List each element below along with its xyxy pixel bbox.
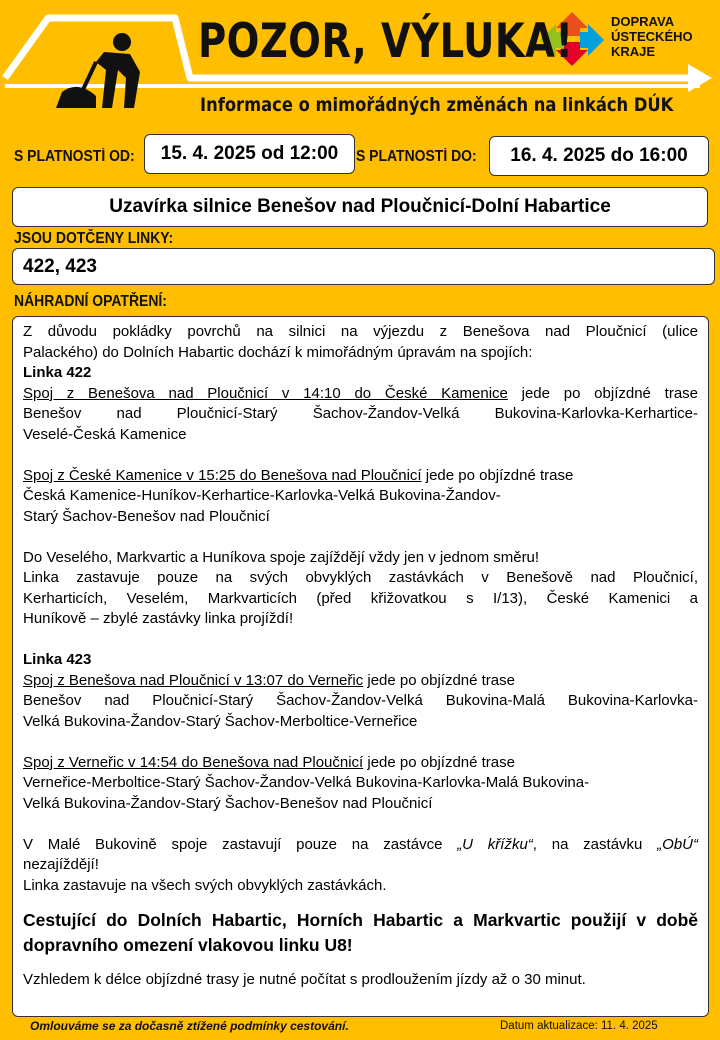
route-stops: Starý Šachov-Benešov nad Ploučnicí bbox=[23, 507, 270, 525]
line-423-heading: Linka 423 bbox=[23, 651, 92, 668]
trip-description: Spoj z Benešova nad Ploučnicí v 13:07 do Verneřic bbox=[23, 671, 364, 689]
route-stops: Česká Kamenice-Huníkov-Kerhartice-Karlovka-Velká Bukovina-Žandov- bbox=[23, 487, 501, 504]
line-422-heading: Linka 422 bbox=[23, 364, 92, 381]
header-banner bbox=[0, 0, 720, 135]
trip-description: Spoj z Verneřic v 14:54 do Benešova nad Ploučnicí bbox=[23, 753, 364, 771]
note-line: Linka zastavuje pouze na svých obvyklých zastávkách v Benešově nad Ploučnicí, bbox=[23, 569, 698, 586]
note-line: Huníkově – zbylé zastávky linka projíždí! bbox=[23, 610, 294, 627]
intro-line: Palackého) do Dolních Habartic dochází k mimořádným úpravám na spojích: bbox=[23, 343, 533, 361]
route-sentence: Spoj z Verneřic v 14:54 do Benešova nad Ploučnicí jede po objízdné trase bbox=[23, 753, 515, 771]
notice-title: Uzavírka silnice Benešov nad Ploučnicí-Dolní Habartice bbox=[12, 187, 708, 227]
footer-apology: Omlouváme se za dočasně ztížené podmínky cestování. bbox=[30, 1019, 349, 1033]
note-line: Linka zastavuje na všech svých obvyklých zastávkách. bbox=[23, 876, 387, 894]
train-notice: Cestující do Dolních Habartic, Horních Habartic a Markvartic použijí v době bbox=[23, 910, 698, 930]
replacement-label: NÁHRADNÍ OPATŘENÍ: bbox=[14, 293, 167, 310]
replacement-content bbox=[12, 316, 709, 1017]
page-title: POZOR, VÝLUKA! bbox=[198, 14, 574, 69]
affected-lines-label: JSOU DOTČENY LINKY: bbox=[14, 230, 174, 247]
footer-updated-date: Datum aktualizace: 11. 4. 2025 bbox=[500, 1020, 658, 1032]
route-stops: Benešov nad Ploučnicí-Starý Šachov-Žandov-Velká Bukovina-Malá Bukovina-Karlovka- bbox=[23, 692, 698, 709]
stop-name: „U křížku“ bbox=[457, 835, 533, 853]
train-notice: dopravního omezení vlakovou linku U8! bbox=[23, 935, 353, 955]
route-sentence: Spoj z České Kamenice v 15:25 do Benešova nad Ploučnicí jede po objízdné trase bbox=[23, 466, 574, 484]
logo-text bbox=[611, 14, 693, 59]
stop-name: „ObÚ“ bbox=[657, 835, 698, 853]
trip-description: Spoj z Benešova nad Ploučnicí v 14:10 do České Kamenice bbox=[23, 384, 508, 402]
valid-to-value: 16. 4. 2025 do 16:00 bbox=[489, 136, 709, 176]
note-line: Kerharticích, Veselém, Markvarticích (před křižovatkou s I/13), České Kamenici a bbox=[23, 589, 698, 607]
valid-to-label: S PLATNOSTÍ DO: bbox=[356, 148, 477, 165]
valid-from-label: S PLATNOSTÍ OD: bbox=[14, 148, 135, 165]
logo-line: DOPRAVA bbox=[611, 14, 675, 29]
trip-description: Spoj z České Kamenice v 15:25 do Benešova nad Ploučnicí bbox=[23, 466, 422, 484]
route-stops: Benešov nad Ploučnicí-Starý Šachov-Žandov-Velká Bukovina-Karlovka-Kerhartice- bbox=[23, 405, 698, 422]
affected-lines-value: 422, 423 bbox=[12, 248, 715, 285]
page-subtitle: Informace o mimořádných změnách na linkách DÚK bbox=[200, 94, 674, 116]
note-line: nezajíždějí! bbox=[23, 856, 99, 873]
note-line: V Malé Bukovině spoje zastavují pouze na zastávce „U křížku“, na zastávku „ObÚ“ bbox=[23, 835, 698, 853]
route-stops: Verneřice-Merboltice-Starý Šachov-Žandov-Velká Bukovina-Karlovka-Malá Bukovina- bbox=[23, 774, 590, 791]
route-sentence: Spoj z Benešova nad Ploučnicí v 13:07 do Verneřic jede po objízdné trase bbox=[23, 671, 515, 689]
note-line: Do Veselého, Markvartic a Huníkova spoje zajíždějí vždy jen v jednom směru! bbox=[23, 548, 540, 566]
route-sentence: Spoj z Benešova nad Ploučnicí v 14:10 do České Kamenice jede po objízdné trase bbox=[23, 384, 698, 402]
road-worker-icon bbox=[56, 33, 140, 108]
delay-note: Vzhledem k délce objízdné trasy je nutné počítat s prodloužením jízdy až o 30 minut. bbox=[23, 971, 586, 988]
route-stops: Velká Bukovina-Žandov-Starý Šachov-Benešov nad Ploučnicí bbox=[23, 794, 433, 812]
logo-line: ÚSTECKÉHO bbox=[611, 29, 693, 44]
route-stops: Veselé-Česká Kamenice bbox=[23, 425, 187, 443]
intro-line: Z důvodu pokládky povrchů na silnici na výjezdu z Benešova nad Ploučnicí (ulice bbox=[23, 323, 698, 340]
route-stops: Velká Bukovina-Žandov-Starý Šachov-Merboltice-Verneřice bbox=[23, 712, 418, 730]
logo-line: KRAJE bbox=[611, 44, 656, 59]
valid-from-value: 15. 4. 2025 od 12:00 bbox=[144, 134, 355, 174]
